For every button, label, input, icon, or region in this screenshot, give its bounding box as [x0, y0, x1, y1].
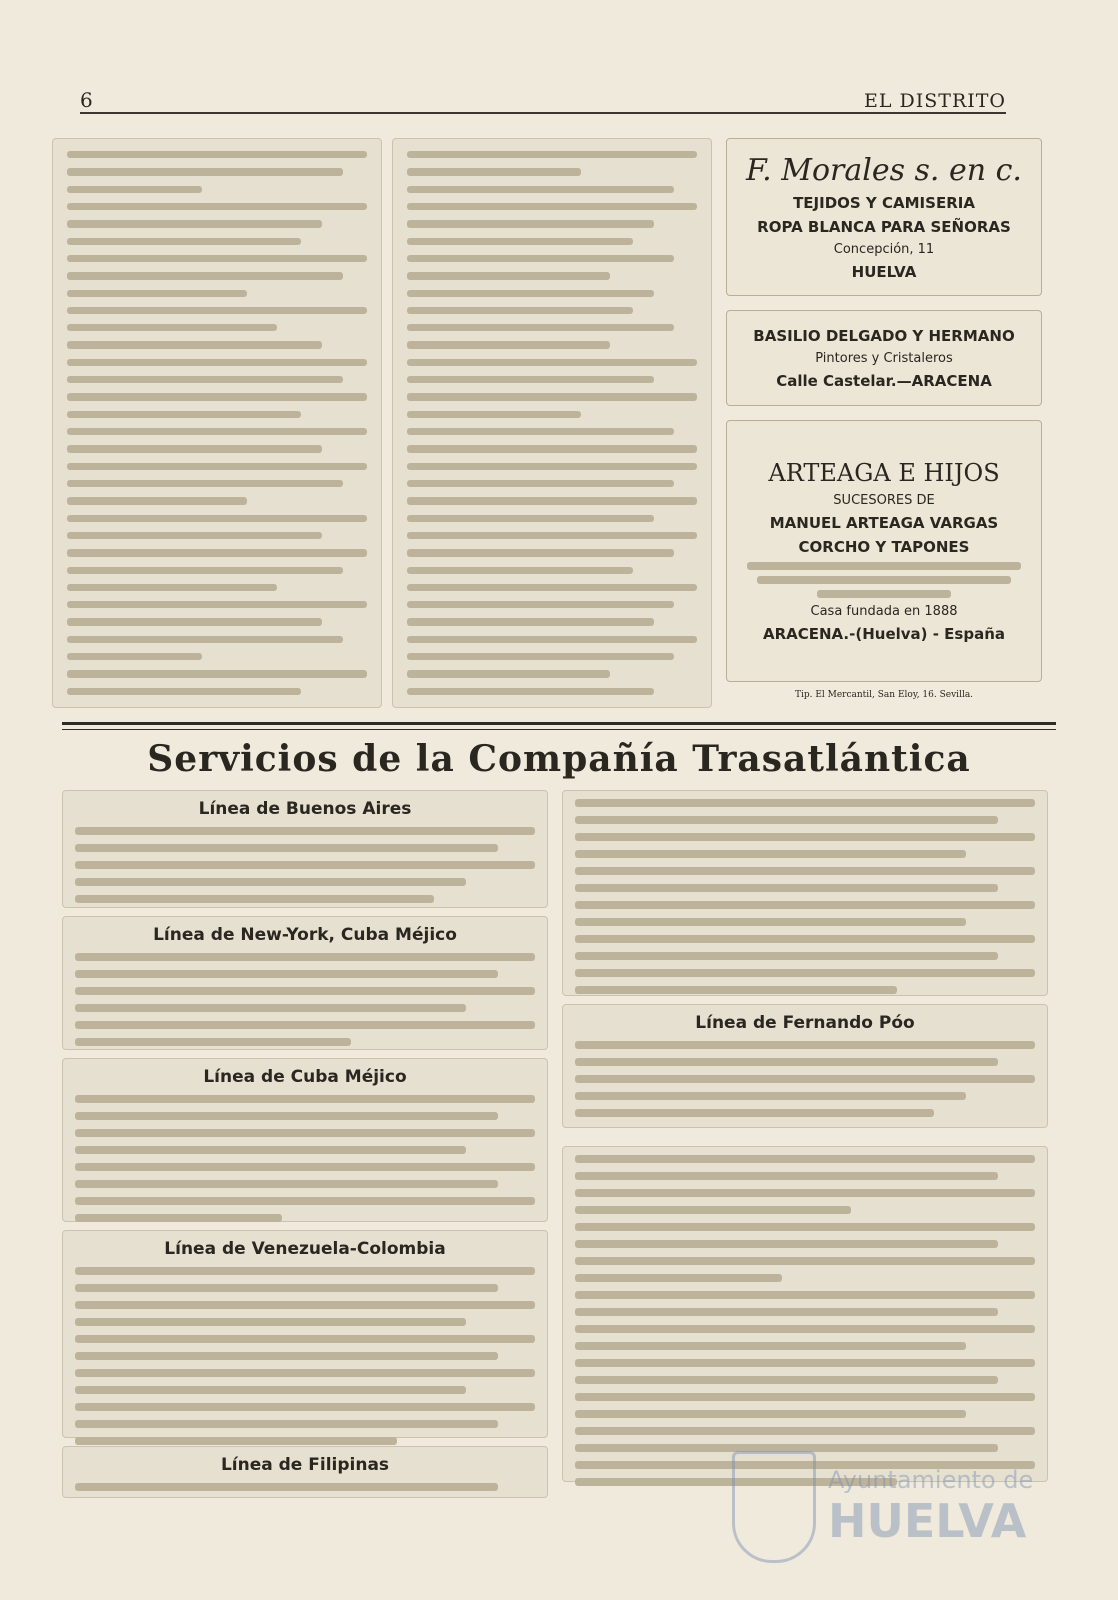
text-line — [75, 1267, 535, 1275]
text-line — [575, 986, 897, 994]
text-line — [67, 653, 202, 660]
ad-arteaga-city: ARACENA.-(Huelva) - España — [762, 625, 1006, 643]
coat-of-arms-icon — [732, 1451, 816, 1563]
text-line — [67, 688, 301, 695]
text-line — [75, 1095, 535, 1103]
publication-name: EL DISTRITO — [863, 90, 1006, 112]
text-line — [67, 515, 367, 522]
text-line — [407, 307, 633, 314]
text-line — [75, 1437, 397, 1445]
text-line — [67, 168, 343, 175]
text-line — [67, 584, 277, 591]
text-line — [407, 203, 697, 210]
text-line — [407, 428, 674, 435]
text-line — [407, 376, 654, 383]
text-line — [407, 255, 674, 262]
text-line — [67, 186, 202, 193]
text-line — [575, 935, 1035, 943]
page-number: 6 — [80, 88, 94, 112]
text-line — [407, 688, 654, 695]
text-line — [407, 463, 697, 470]
text-line — [75, 1420, 498, 1428]
text-line — [67, 670, 367, 677]
ad-morales-name: F. Morales s. en c. — [746, 153, 1022, 188]
text-line — [67, 238, 301, 245]
text-line — [575, 1172, 998, 1180]
text-line — [407, 636, 697, 643]
text-line — [407, 359, 697, 366]
text-line — [407, 532, 697, 539]
text-line — [75, 1038, 351, 1046]
text-line — [575, 1206, 851, 1214]
text-line — [67, 393, 367, 400]
line-card-cuba-mejico — [62, 1058, 548, 1222]
text-line — [575, 969, 1035, 977]
text-line — [575, 1410, 966, 1418]
text-line — [575, 1257, 1035, 1265]
text-line — [67, 324, 277, 331]
text-line — [75, 1146, 466, 1154]
text-line — [575, 1240, 998, 1248]
text-line — [575, 1342, 966, 1350]
text-line — [75, 861, 535, 869]
text-line — [67, 376, 343, 383]
text-line — [67, 220, 322, 227]
section-title: Servicios de la Compañía Trasatlántica — [147, 738, 971, 780]
ad-arteaga-name: ARTEAGA E HIJOS — [768, 459, 1000, 487]
ad-morales-address: Concepción, 11 — [833, 242, 935, 257]
text-line — [575, 833, 1035, 841]
text-line — [575, 816, 998, 824]
text-line — [575, 1109, 934, 1117]
printer-credit: Tip. El Mercantil, San Eloy, 16. Sevilla. — [794, 690, 974, 700]
text-line — [575, 1376, 998, 1384]
text-line — [575, 1223, 1035, 1231]
line-heading: Línea de Fernando Póo — [695, 1013, 915, 1033]
text-line — [67, 636, 343, 643]
line-card-fernando-poo — [562, 1004, 1048, 1128]
text-line — [575, 901, 1035, 909]
ad-arteaga-body-text — [757, 576, 1010, 584]
text-line — [575, 1189, 1035, 1197]
text-line — [575, 1155, 1035, 1163]
text-line — [407, 584, 697, 591]
line-card-venezuela-colombia — [62, 1230, 548, 1438]
text-line — [75, 827, 535, 835]
ad-basilio-name: BASILIO DELGADO Y HERMANO — [753, 326, 1015, 345]
text-line — [407, 653, 674, 660]
watermark — [732, 1444, 1062, 1570]
line-heading: Línea de Venezuela-Colombia — [164, 1239, 446, 1259]
text-line — [575, 1041, 1035, 1049]
line-heading: Línea de Cuba Méjico — [203, 1067, 407, 1087]
text-line — [575, 1427, 1035, 1435]
text-line — [75, 895, 434, 903]
ad-arteaga-body-text — [817, 590, 951, 598]
line-heading: Línea de New-York, Cuba Méjico — [153, 925, 457, 945]
text-line — [575, 1058, 998, 1066]
text-line — [67, 428, 367, 435]
text-line — [67, 549, 367, 556]
watermark-line1: Ayuntamiento de — [828, 1466, 1034, 1494]
text-line — [67, 255, 367, 262]
text-line — [407, 290, 654, 297]
text-line — [407, 567, 633, 574]
text-line — [407, 220, 654, 227]
text-line — [67, 359, 367, 366]
text-line — [75, 878, 466, 886]
text-line — [575, 1393, 1035, 1401]
text-line — [407, 272, 610, 279]
ad-arteaga-founded: Casa fundada en 1888 — [810, 604, 958, 619]
watermark-line2: HUELVA — [828, 1494, 1027, 1548]
ad-arteaga — [726, 420, 1042, 682]
text-line — [407, 238, 633, 245]
text-line — [575, 1075, 1035, 1083]
general-notices — [562, 1146, 1048, 1482]
text-line — [575, 799, 1035, 807]
ad-morales-city: HUELVA — [851, 263, 917, 281]
text-line — [575, 850, 966, 858]
ad-morales-line1: TEJIDOS Y CAMISERIA — [793, 194, 975, 212]
text-line — [75, 1403, 535, 1411]
text-line — [407, 445, 697, 452]
text-line — [67, 497, 247, 504]
text-line — [575, 918, 966, 926]
text-line — [407, 601, 674, 608]
text-line — [75, 1129, 535, 1137]
ad-basilio-trade: Pintores y Cristaleros — [815, 350, 953, 366]
text-line — [75, 1369, 535, 1377]
text-line — [575, 867, 1035, 875]
text-line — [407, 515, 654, 522]
line-heading: Línea de Buenos Aires — [198, 799, 412, 819]
text-line — [575, 1359, 1035, 1367]
ad-morales — [726, 138, 1042, 296]
text-line — [407, 549, 674, 556]
text-line — [407, 341, 610, 348]
text-line — [67, 601, 367, 608]
text-line — [67, 290, 247, 297]
section-divider — [62, 722, 1056, 730]
text-line — [75, 1352, 498, 1360]
ad-arteaga-body-text — [747, 562, 1021, 570]
text-line — [75, 1021, 535, 1029]
text-line — [67, 480, 343, 487]
text-line — [67, 411, 301, 418]
text-line — [67, 272, 343, 279]
text-line — [407, 393, 697, 400]
ad-basilio — [726, 310, 1042, 406]
line-heading: Línea de Filipinas — [220, 1455, 390, 1475]
text-line — [67, 532, 322, 539]
text-line — [75, 970, 498, 978]
filipinas-continued — [562, 790, 1048, 996]
text-line — [407, 186, 674, 193]
text-line — [575, 1274, 782, 1282]
line-card-new-york — [62, 916, 548, 1050]
text-line — [75, 1197, 535, 1205]
ad-arteaga-successors: SUCESORES DE — [833, 493, 935, 508]
text-line — [67, 567, 343, 574]
text-line — [75, 1112, 498, 1120]
text-line — [407, 618, 654, 625]
text-line — [75, 953, 535, 961]
text-line — [75, 987, 535, 995]
text-line — [407, 168, 581, 175]
text-line — [67, 203, 367, 210]
text-line — [75, 1386, 466, 1394]
text-line — [407, 324, 674, 331]
text-line — [67, 151, 367, 158]
text-line — [67, 463, 367, 470]
text-line — [75, 1214, 282, 1222]
text-line — [575, 1291, 1035, 1299]
page-header — [80, 86, 1006, 114]
text-line — [575, 952, 998, 960]
line-card-filipinas — [62, 1446, 548, 1498]
text-line — [67, 445, 322, 452]
text-line — [575, 1325, 1035, 1333]
text-line — [67, 307, 367, 314]
text-line — [75, 1180, 498, 1188]
text-line — [407, 411, 581, 418]
text-line — [67, 618, 322, 625]
ad-basilio-address: Calle Castelar.—ARACENA — [776, 371, 992, 390]
news-column-1 — [52, 138, 382, 708]
text-line — [75, 1163, 535, 1171]
text-line — [75, 1004, 466, 1012]
text-line — [407, 151, 697, 158]
ad-arteaga-product: CORCHO Y TAPONES — [798, 538, 970, 556]
ad-morales-line2: ROPA BLANCA PARA SEÑORAS — [757, 218, 1011, 236]
ad-arteaga-founder: MANUEL ARTEAGA VARGAS — [769, 514, 999, 532]
text-line — [75, 1483, 498, 1491]
text-line — [75, 844, 498, 852]
text-line — [67, 341, 322, 348]
text-line — [75, 1318, 466, 1326]
text-line — [575, 884, 998, 892]
text-line — [75, 1335, 535, 1343]
text-line — [407, 497, 697, 504]
news-column-2 — [392, 138, 712, 708]
text-line — [407, 480, 674, 487]
text-line — [75, 1301, 535, 1309]
text-line — [575, 1308, 998, 1316]
text-line — [575, 1092, 966, 1100]
text-line — [407, 670, 610, 677]
text-line — [75, 1284, 498, 1292]
line-card-buenos-aires — [62, 790, 548, 908]
